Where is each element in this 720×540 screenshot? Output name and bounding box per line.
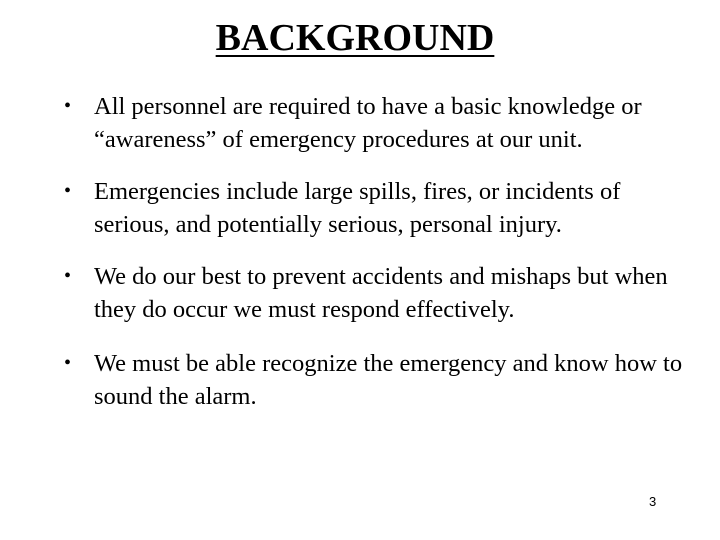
- slide-title: [0, 14, 710, 62]
- bullet-text-3: We do our best to prevent accidents and mishaps but when they do occur we must respond effectively.: [94, 263, 668, 323]
- slide-title-text: BACKGROUND: [215, 17, 495, 59]
- bullet-icon: •: [64, 352, 72, 374]
- bullet-text-2: Emergencies include large spills, fires, or incidents of serious, and potentially serious, personal injury.: [94, 178, 621, 238]
- page-number: 3: [649, 494, 657, 509]
- bullet-icon: •: [64, 95, 72, 117]
- bullet-item-2: [60, 175, 700, 241]
- bullet-icon: •: [64, 265, 72, 287]
- bullet-icon: •: [64, 180, 72, 202]
- bullet-item-3: [60, 260, 700, 326]
- bullet-item-1: [60, 90, 700, 156]
- bullet-text-1: All personnel are required to have a basic knowledge or “awareness” of emergency procedures at our unit.: [94, 93, 642, 153]
- bullet-item-4: [60, 347, 700, 413]
- bullet-list: [60, 90, 700, 432]
- bullet-text-4: We must be able recognize the emergency and know how to sound the alarm.: [94, 350, 683, 410]
